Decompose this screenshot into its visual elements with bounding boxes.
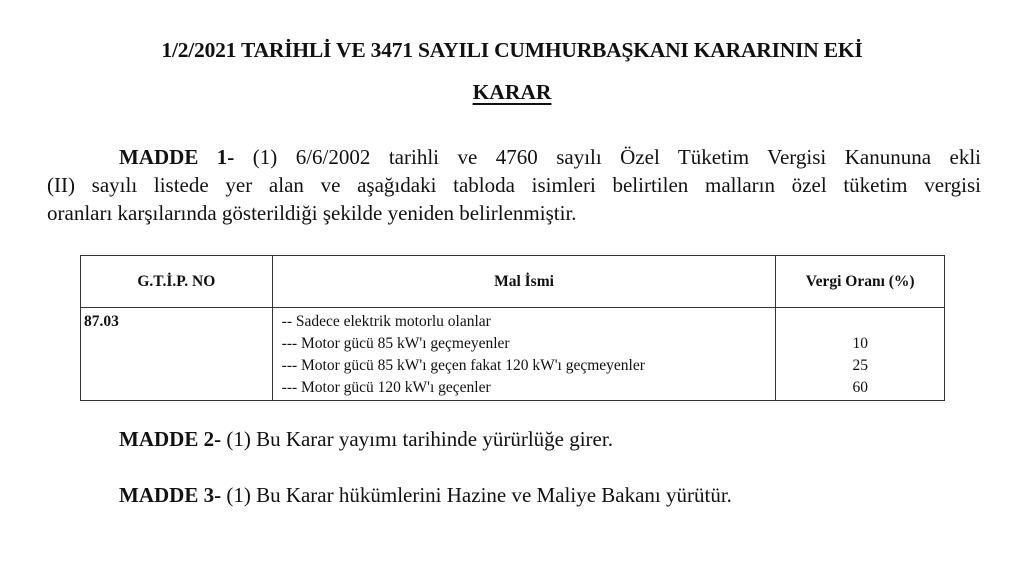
tax-rate-3: 60 bbox=[852, 379, 868, 396]
subtitle-text: KARAR bbox=[472, 80, 552, 104]
header-gtip-no: G.T.İ.P. NO bbox=[81, 256, 273, 308]
article-3-text: (1) Bu Karar hükümlerini Hazine ve Maliye Bakanı yürütür. bbox=[221, 483, 732, 507]
goods-name-1: --- Motor gücü 85 kW'ı geçmeyenler bbox=[281, 335, 510, 352]
tax-rate-0 bbox=[776, 311, 944, 333]
header-vergi-orani: Vergi Oranı (%) bbox=[776, 256, 945, 308]
article-1-text-1: (1) 6/6/2002 tarihli ve 4760 sayılı Özel Tüketim Vergisi Kanununa ekli bbox=[234, 145, 981, 169]
article-2-text: (1) Bu Karar yayımı tarihinde yürürlüğe girer. bbox=[221, 427, 613, 451]
document-subtitle bbox=[0, 80, 1024, 105]
tax-rate-1: 10 bbox=[852, 335, 868, 352]
table-row bbox=[81, 308, 945, 401]
gtip-code-cell bbox=[81, 308, 273, 401]
article-1-line-1 bbox=[47, 143, 981, 171]
document-title: 1/2/2021 TARİHLİ VE 3471 SAYILI CUMHURBAŞKANI KARARININ EKİ bbox=[161, 38, 863, 62]
goods-name-2: --- Motor gücü 85 kW'ı geçen fakat 120 kW'ı geçmeyenler bbox=[281, 357, 645, 374]
article-1-lead: MADDE 1- bbox=[119, 145, 235, 169]
article-2 bbox=[119, 425, 919, 453]
goods-name-cell bbox=[272, 308, 776, 401]
article-1 bbox=[47, 143, 981, 227]
goods-name-3: --- Motor gücü 120 kW'ı geçenler bbox=[281, 379, 491, 396]
article-1-line-2: (II) sayılı listede yer alan ve aşağıdaki tabloda isimleri belirtilen malların özel tüketim vergisi bbox=[47, 173, 981, 197]
header-mal-ismi: Mal İsmi bbox=[272, 256, 776, 308]
article-3 bbox=[119, 481, 919, 509]
table-header-row bbox=[81, 256, 945, 308]
article-1-line-3: oranları karşılarında gösterildiği şekilde yeniden belirlenmiştir. bbox=[47, 201, 577, 225]
goods-name-0: -- Sadece elektrik motorlu olanlar bbox=[281, 313, 491, 330]
tax-rate-table bbox=[80, 255, 945, 401]
article-3-lead: MADDE 3- bbox=[119, 483, 222, 507]
article-2-lead: MADDE 2- bbox=[119, 427, 222, 451]
gtip-code: 87.03 bbox=[84, 313, 119, 330]
tax-rate-2: 25 bbox=[852, 357, 868, 374]
tax-rate-cell bbox=[776, 308, 945, 401]
